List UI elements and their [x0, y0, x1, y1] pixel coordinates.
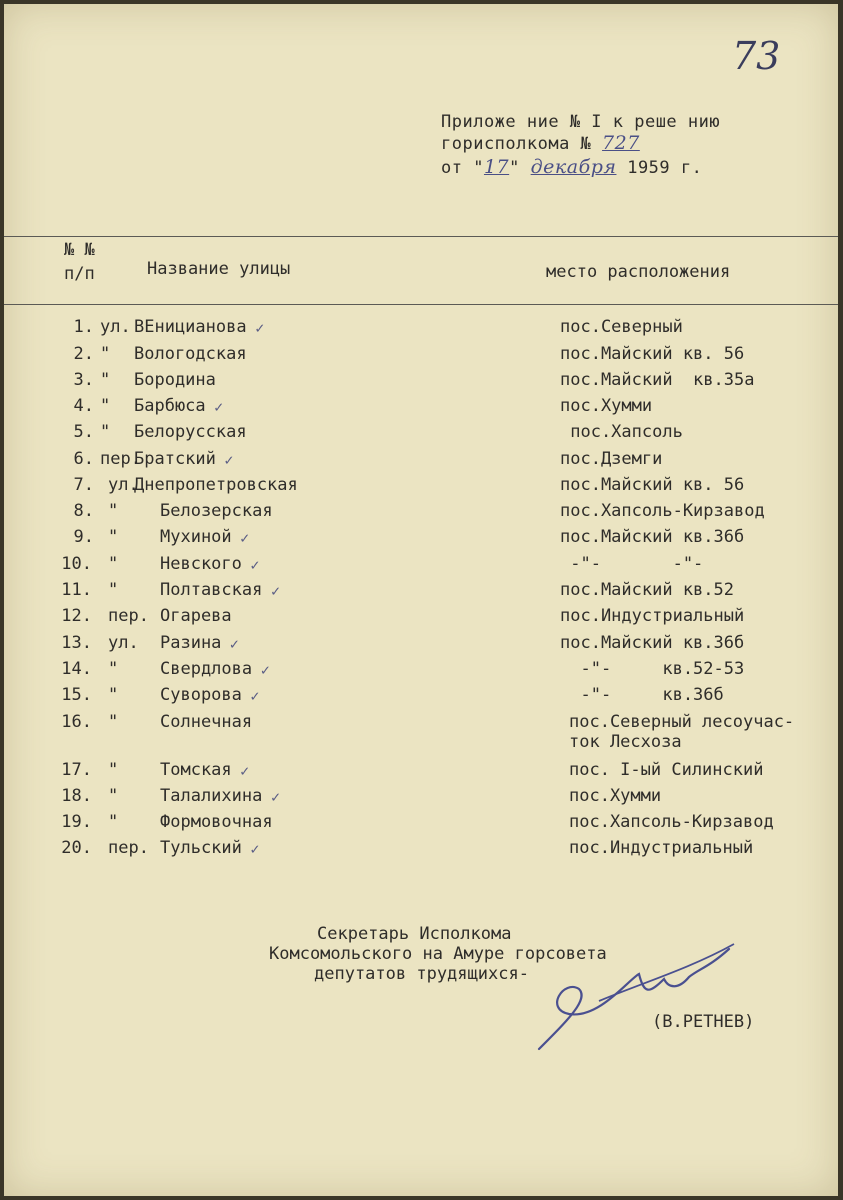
date-quote: " — [509, 158, 520, 178]
street-type: ул. — [108, 633, 139, 653]
signatory-name: (В.РЕТНЕВ) — [652, 1012, 755, 1032]
column-street-header: Название улицы — [147, 259, 291, 279]
place-location: -"- -"- — [560, 554, 704, 574]
table-top-rule — [4, 236, 838, 237]
street-name: Бородина — [134, 370, 216, 390]
header-line-2 — [441, 132, 640, 154]
header-line-1: Приложе ние № I к реше нию — [441, 112, 721, 132]
table-row — [4, 344, 838, 366]
table-row — [4, 633, 838, 655]
street-type: " — [100, 370, 111, 390]
table-row — [4, 838, 838, 860]
street-name: Невского — [160, 554, 242, 574]
header-line-3 — [441, 156, 702, 178]
checkmark-icon: ✓ — [271, 582, 281, 600]
street-name: Формовочная — [160, 812, 273, 832]
checkmark-icon: ✓ — [250, 687, 260, 705]
street-name: Белозерская — [160, 501, 273, 521]
table-row — [4, 501, 838, 523]
checkmark-icon: ✓ — [271, 788, 281, 806]
street-name: Днепропетровская — [134, 475, 298, 495]
table-row — [4, 685, 838, 707]
place-location: пос.Хумми — [560, 396, 653, 416]
row-number: 11. — [61, 580, 92, 600]
table-row — [4, 370, 838, 392]
street-type: " — [108, 527, 119, 547]
date-year: 1959 г. — [627, 158, 703, 178]
street-type: ул. — [100, 317, 131, 337]
place-location: пос.Индустриальный — [560, 606, 745, 626]
street-type: " — [108, 760, 119, 780]
table-row — [4, 812, 838, 834]
street-type: пер. — [108, 606, 149, 626]
street-type: ул. — [108, 475, 139, 495]
street-name: Тульский — [160, 838, 242, 858]
place-location: пос.Хапсоль — [560, 422, 683, 442]
table-row — [4, 527, 838, 549]
street-name: Барбюса — [134, 396, 206, 416]
place-location: пос.Майский кв.52 — [560, 580, 734, 600]
street-name: Солнечная — [160, 712, 253, 732]
document-page — [4, 4, 838, 1196]
place-location: пос.Дземги — [560, 449, 663, 469]
street-type: " — [108, 812, 119, 832]
table-row — [4, 422, 838, 444]
street-type: " — [108, 685, 119, 705]
row-number: 2. — [73, 344, 94, 364]
street-name: Белорусская — [134, 422, 247, 442]
place-location: пос.Майский кв.36б — [560, 633, 745, 653]
street-type: " — [100, 422, 111, 442]
place-location: пос.Северный лесоучас- — [569, 712, 795, 732]
street-type: пер. — [108, 838, 149, 858]
row-number: 18. — [61, 786, 92, 806]
signature-line-2: Комсомольского на Амуре горсовета — [269, 944, 607, 964]
table-row — [4, 712, 838, 752]
checkmark-icon: ✓ — [250, 840, 260, 858]
street-name: Вологодская — [134, 344, 247, 364]
column-num-bottom: п/п — [64, 264, 95, 284]
table-row — [4, 580, 838, 602]
place-location: пос.Майский кв.35а — [560, 370, 755, 390]
place-location: пос.Майский кв. 56 — [560, 344, 745, 364]
street-type: " — [108, 580, 119, 600]
signature-line-1: Секретарь Исполкома — [317, 924, 512, 944]
row-number: 16. — [61, 712, 92, 732]
street-name: Суворова — [160, 685, 242, 705]
row-number: 6. — [73, 449, 94, 469]
row-number: 4. — [73, 396, 94, 416]
street-name: Братский — [134, 449, 216, 469]
handwritten-signature — [529, 939, 749, 1059]
place-location: пос.Майский кв.36б — [560, 527, 745, 547]
date-month: декабря — [530, 156, 617, 178]
row-number: 8. — [73, 501, 94, 521]
place-location: пос.Северный — [560, 317, 683, 337]
row-number: 5. — [73, 422, 94, 442]
table-row — [4, 760, 838, 782]
place-location: пос.Хумми — [569, 786, 662, 806]
row-number: 7. — [73, 475, 94, 495]
checkmark-icon: ✓ — [255, 319, 265, 337]
table-row — [4, 475, 838, 497]
row-number: 13. — [61, 633, 92, 653]
place-location: пос. I-ый Силинский — [569, 760, 764, 780]
place-location: -"- кв.52-53 — [560, 659, 745, 679]
decision-number: 727 — [602, 132, 640, 154]
checkmark-icon: ✓ — [240, 762, 250, 780]
street-type: " — [108, 786, 119, 806]
table-row — [4, 606, 838, 628]
table-row — [4, 317, 838, 339]
street-name: Томская — [160, 760, 232, 780]
checkmark-icon: ✓ — [214, 398, 224, 416]
street-name: Полтавская — [160, 580, 263, 600]
row-number: 14. — [61, 659, 92, 679]
checkmark-icon: ✓ — [224, 451, 234, 469]
row-number: 20. — [61, 838, 92, 858]
place-location: -"- кв.36б — [560, 685, 724, 705]
checkmark-icon: ✓ — [229, 635, 239, 653]
row-number: 15. — [61, 685, 92, 705]
place-location: пос.Индустриальный — [569, 838, 754, 858]
row-number: 10. — [61, 554, 92, 574]
row-number: 3. — [73, 370, 94, 390]
street-type: " — [108, 554, 119, 574]
street-name: Огарева — [160, 606, 232, 626]
date-day: 17 — [483, 156, 510, 178]
place-location: пос.Хапсоль-Кирзавод — [560, 501, 765, 521]
row-number: 19. — [61, 812, 92, 832]
street-name: Талалихина — [160, 786, 263, 806]
place-location: пос.Майский кв. 56 — [560, 475, 745, 495]
table-row — [4, 659, 838, 681]
street-type: " — [108, 501, 119, 521]
folio-number: 73 — [732, 34, 781, 78]
header-decision-label: горисполкома № — [441, 134, 592, 154]
row-number: 1. — [73, 317, 94, 337]
street-name: ВЕнициановa — [134, 317, 247, 337]
table-row — [4, 449, 838, 471]
table-row — [4, 554, 838, 576]
checkmark-icon: ✓ — [250, 556, 260, 574]
place-location-continued: ток Лесхоза — [569, 732, 682, 752]
street-name: Разина — [160, 633, 222, 653]
row-number: 9. — [73, 527, 94, 547]
row-number: 17. — [61, 760, 92, 780]
table-row — [4, 396, 838, 418]
street-type: " — [100, 344, 111, 364]
column-place-header: место расположения — [546, 262, 731, 282]
place-location: пос.Хапсоль-Кирзавод — [569, 812, 774, 832]
date-prefix: от " — [441, 158, 484, 178]
street-type: " — [108, 659, 119, 679]
street-type: пер. — [100, 449, 141, 469]
street-name: Свердлова — [160, 659, 253, 679]
column-num-top: № № — [64, 240, 95, 260]
street-type: " — [100, 396, 111, 416]
street-name: Мухиной — [160, 527, 232, 547]
row-number: 12. — [61, 606, 92, 626]
street-type: " — [108, 712, 119, 732]
table-header-rule — [4, 304, 838, 305]
checkmark-icon: ✓ — [260, 661, 270, 679]
checkmark-icon: ✓ — [240, 529, 250, 547]
signature-line-3: депутатов трудящихся- — [314, 964, 529, 984]
table-row — [4, 786, 838, 808]
